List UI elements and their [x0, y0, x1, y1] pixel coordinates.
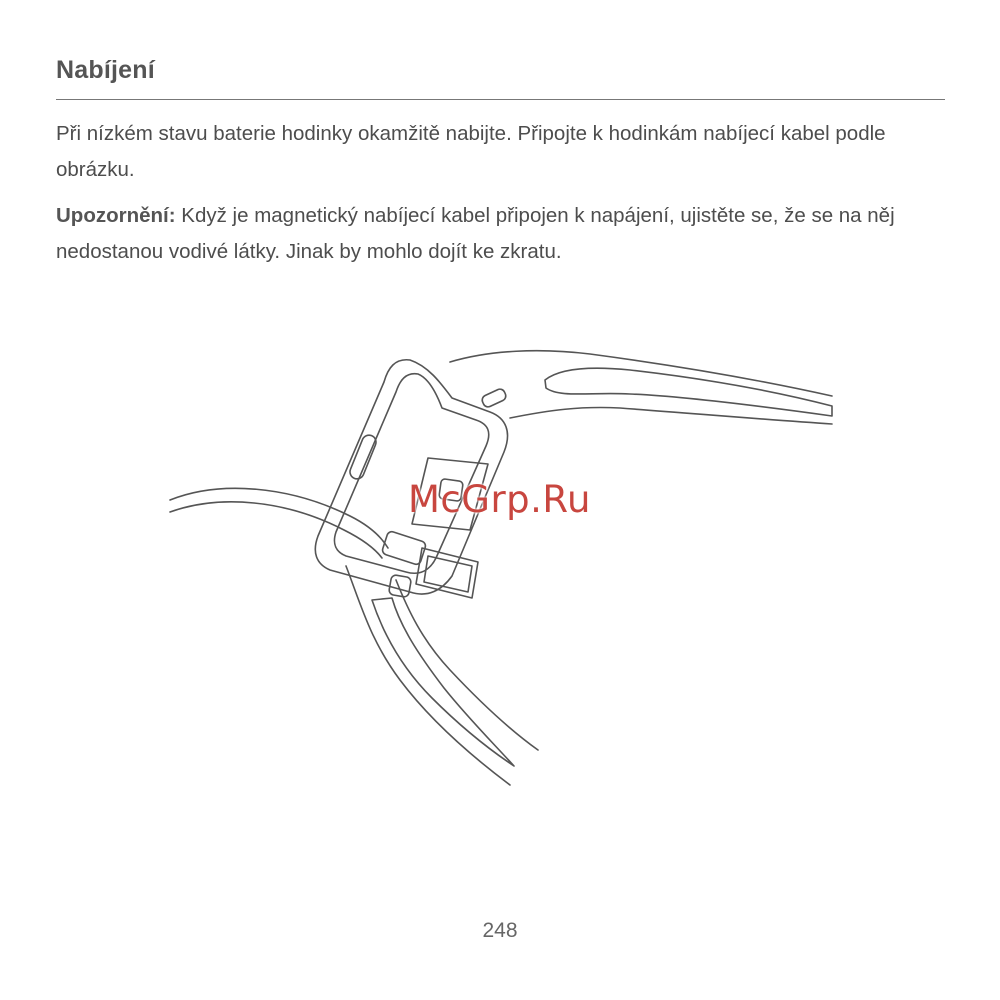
page-number: 248 [482, 919, 518, 942]
lower-strap-slot [372, 598, 514, 766]
upper-strap-top-edge [450, 351, 832, 396]
lower-strap-inner-edge [396, 580, 538, 750]
section-title: Nabíjení [56, 56, 155, 84]
lower-strap-hole [388, 574, 411, 597]
charging-cable-lower [170, 502, 382, 558]
watch-charging-illustration [160, 340, 850, 790]
upper-strap-hole [481, 387, 508, 408]
charging-cable-upper [170, 488, 388, 548]
watermark-text: McGrp.Ru [408, 478, 591, 521]
upper-strap-slot [545, 368, 832, 416]
warning-label: Upozornění: [56, 204, 176, 227]
charger-head-face [424, 556, 472, 592]
charging-paragraph: Při nízkém stavu baterie hodinky okamžitě nabijte. Připojte k hodinkám nabíjecí kabel podle obrázku. [56, 122, 886, 181]
watch-case-outline [315, 360, 507, 594]
heading-divider [56, 99, 945, 100]
warning-paragraph [56, 198, 956, 270]
warning-text: Když je magnetický nabíjecí kabel připojen k napájení, ujistěte se, že se na něj nedostanou vodivé látky. Jinak by mohlo dojít ke zkratu. [56, 204, 895, 263]
lower-strap-outer-edge [346, 566, 510, 785]
